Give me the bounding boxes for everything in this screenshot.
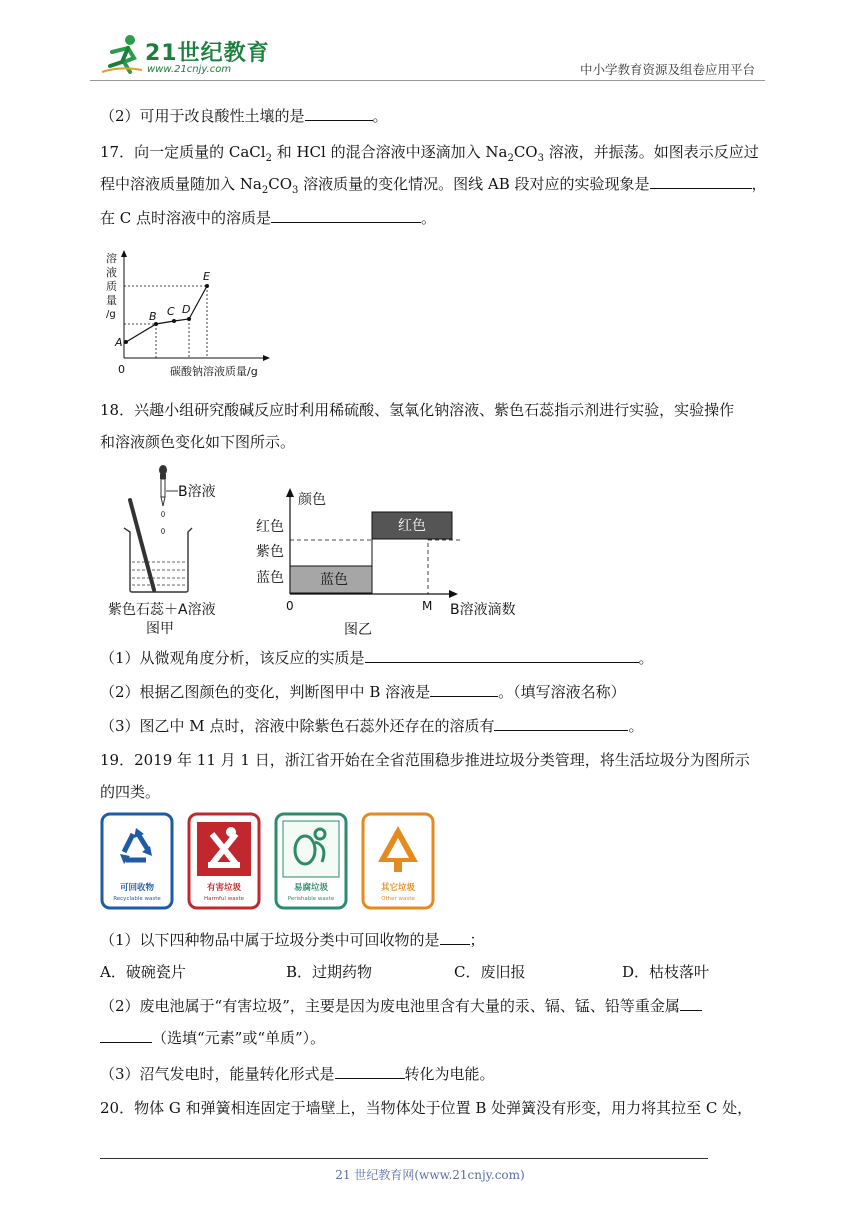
q20-line1: 20．物体 G 和弹簧相连固定于墙壁上，当物体处于位置 B 处弹簧没有形变，用力将其拉至 C 处， xyxy=(100,1099,753,1117)
drop-icon xyxy=(162,529,165,534)
label-a: A xyxy=(115,336,123,349)
figure-caption: 图甲 xyxy=(146,621,174,637)
y-axis-arrow xyxy=(286,488,294,497)
x-axis-label: B溶液滴数 xyxy=(450,602,516,618)
q19-part2-line1: （2）废电池属于“有害垃圾”，主要是因为废电池里含有大量的汞、镉、锰、铅等重金属 xyxy=(100,996,702,1016)
label-b: B xyxy=(149,310,157,323)
harmful-sign xyxy=(189,814,259,908)
sign-en-label: Other waste xyxy=(381,896,415,902)
header-divider xyxy=(90,80,765,81)
q19-line1: 19．2019 年 11 月 1 日，浙江省开始在全省范围稳步推进垃圾分类管理，将生活垃圾分为图所示 xyxy=(100,751,750,769)
figure-jia xyxy=(100,462,240,642)
answer-blank[interactable] xyxy=(430,682,498,697)
figure-caption: 图乙 xyxy=(344,622,372,638)
platform-title: 中小学教育资源及组卷应用平台 xyxy=(579,62,755,77)
y-axis-arrow xyxy=(121,250,127,257)
q17-line1: 17．向一定质量的 CaCl$_2$ 和 HCl 的混合溶液中逐滴加入 $Na_2CO_3$ 溶液，并振荡。如图表示反应过 xyxy=(100,143,759,164)
q19-part1: （1）以下四种物品中属于垃圾分类中可回收物的是 ； xyxy=(100,931,485,949)
waste-category-signs xyxy=(100,812,440,912)
x-axis-arrow xyxy=(449,590,458,598)
recyclable-sign xyxy=(102,814,172,908)
m-label: M xyxy=(422,599,433,613)
sign-cn-label: 有害垃圾 xyxy=(206,883,242,893)
y-axis-label: 颜色 xyxy=(298,492,326,508)
drop-icon xyxy=(162,512,165,517)
sign-cn-label: 易腐垃圾 xyxy=(293,883,329,893)
level-blue: 蓝色 xyxy=(256,570,284,586)
q19-line2: 的四类。 xyxy=(100,783,161,801)
answer-blank[interactable] xyxy=(100,1028,152,1043)
point-a xyxy=(124,340,128,344)
option-b[interactable]: B．过期药物 xyxy=(286,963,373,981)
solution-mass-graph xyxy=(100,248,280,380)
label-c: C xyxy=(167,305,175,318)
dropper-icon xyxy=(159,465,178,506)
beaker-icon xyxy=(124,500,192,592)
q18-part2: （2）根据乙图颜色的变化，判断图甲中 B 溶液是 。（填写溶液名称） xyxy=(100,683,626,701)
dropper-label: B溶液 xyxy=(178,484,216,500)
answer-blank[interactable] xyxy=(494,716,628,731)
q18-part1: （1）从微观角度分析，该反应的实质是 。 xyxy=(100,649,654,667)
bar-red-label: 红色 xyxy=(398,518,426,534)
ylabel-char: 质 xyxy=(106,280,117,293)
figure-yi-chart xyxy=(252,488,542,640)
logo-url: www.21cnjy.com xyxy=(147,64,232,75)
option-c[interactable]: C．废旧报 xyxy=(454,963,526,981)
label-d: D xyxy=(182,303,191,316)
ylabel-char: 量 xyxy=(106,294,117,307)
answer-blank[interactable] xyxy=(271,208,421,223)
sign-cn-label: 其它垃圾 xyxy=(380,883,416,893)
ylabel-unit: /g xyxy=(106,309,116,320)
answer-blank[interactable] xyxy=(650,174,752,189)
answer-blank[interactable] xyxy=(440,930,470,945)
answer-blank[interactable] xyxy=(305,106,373,121)
point-c xyxy=(172,319,176,323)
answer-blank[interactable] xyxy=(365,648,639,663)
answer-blank[interactable] xyxy=(680,996,702,1011)
x-axis-arrow xyxy=(263,355,270,361)
sign-cn-label: 可回收物 xyxy=(119,883,155,893)
label-e: E xyxy=(203,270,210,283)
footer-text[interactable]: 21 世纪教育网(www.21cnjy.com) xyxy=(335,1168,525,1182)
q18-part3: （3）图乙中 M 点时，溶液中除紫色石蕊外还存在的溶质有 。 xyxy=(100,717,644,735)
runner-logo-icon xyxy=(100,32,144,76)
point-e xyxy=(205,284,209,288)
answer-blank[interactable] xyxy=(335,1064,405,1079)
level-purple: 紫色 xyxy=(256,544,284,560)
perishable-sign xyxy=(276,814,346,908)
x-axis-label: 碳酸钠溶液质量/g xyxy=(170,365,258,378)
q16-part2: （2）可用于改良酸性土壤的是 。 xyxy=(100,107,388,125)
footer-divider xyxy=(100,1158,708,1159)
q19-part2-line2: （选填“元素”或“单质”）。 xyxy=(100,1028,325,1048)
logo-text: 21世纪教育 xyxy=(145,41,270,66)
q19-part3: （3）沼气发电时，能量转化形式是 转化为电能。 xyxy=(100,1065,495,1083)
q18-line2: 和溶液颜色变化如下图所示。 xyxy=(100,433,296,451)
ylabel-char: 液 xyxy=(106,266,117,279)
level-red: 红色 xyxy=(256,519,284,535)
page-header xyxy=(95,28,765,80)
origin-label: 0 xyxy=(286,599,294,613)
origin-label: 0 xyxy=(118,363,125,376)
other-waste-sign xyxy=(363,814,433,908)
sign-en-label: Harmful waste xyxy=(203,896,245,902)
beaker-label: 紫色石蕊＋A溶液 xyxy=(108,602,216,618)
q17-line2: 程中溶液质量随加入 $Na_2CO_3$ 溶液质量的变化情况。图线 AB 段对应的实验现象是 ， xyxy=(100,175,767,196)
point-d xyxy=(187,317,191,321)
glass-rod xyxy=(130,500,154,590)
sign-en-label: Perishable waste xyxy=(287,896,335,902)
q17-line3: 在 C 点时溶液中的溶质是 。 xyxy=(100,209,437,227)
bar-blue-label: 蓝色 xyxy=(320,572,348,588)
q18-line1: 18．兴趣小组研究酸碱反应时利用稀硫酸、氢氧化钠溶液、紫色石蕊指示剂进行实验，实验操作 xyxy=(100,401,735,419)
sign-en-label: Recyclable waste xyxy=(113,896,161,902)
option-a[interactable]: A．破碗瓷片 xyxy=(100,963,186,981)
ylabel-char: 溶 xyxy=(106,252,117,265)
option-d[interactable]: D．枯枝落叶 xyxy=(622,963,710,981)
